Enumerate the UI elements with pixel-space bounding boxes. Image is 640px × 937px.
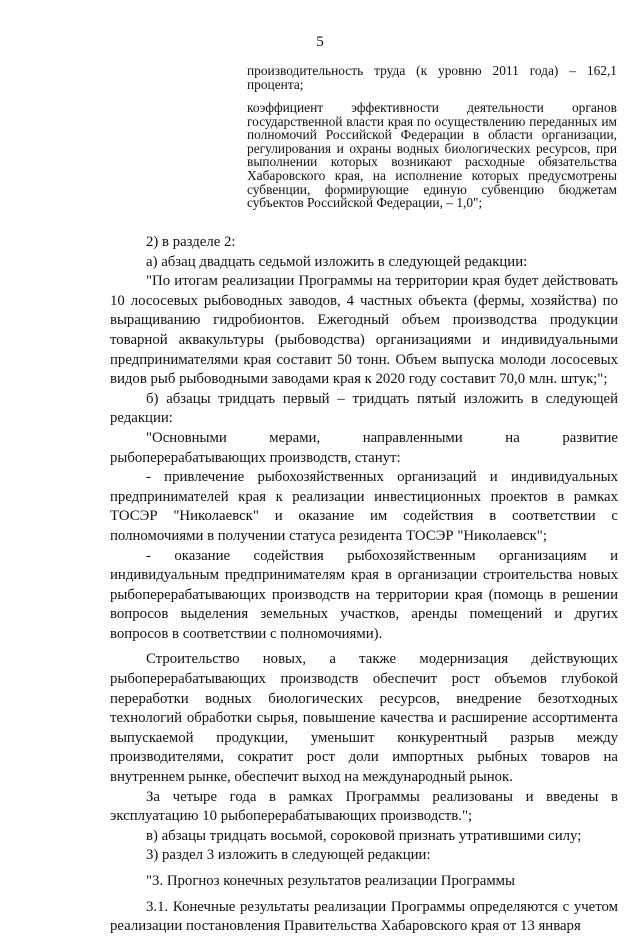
section-3-heading: "3. Прогноз конечных результатов реализации Программы [146, 873, 515, 889]
paragraph-bullet-construction-support: - оказание содействия рыбохозяйственным организациям и индивидуальным предпринимателям края в организации строительства новых рыбоперерабатывающих производств на территории края (помощь в решении вопросов выделения земельных участков, аренды помещений и других вопросов в соответствии с полномочиями). [110, 547, 618, 642]
paragraph-program-results-quote: "По итогам реализации Программы на территории края будет действовать 10 лососевых рыбоводных заводов, 4 частных объекта (фермы, хозяйства) по выращиванию гидробионтов. Ежегодный объем производства продукции товарной аквакультуры (рыбоводства) организациями и индивидуальными предпринимателями края составит 50 тонн. Объем выпуска молоди лососевых видов рыб рыбоводными заводами края к 2020 году составит 70,0 млн. штук;"; [110, 273, 618, 388]
paragraph-modernization: Строительство новых, а также модернизация действующих рыбоперерабатывающих производств обеспечит рост объемов глубокой переработки водных биологических ресурсов, внедрение безотходных технологий обработки сырья, повышение качества и расширение ассортимента выпускаемой продукции, уменьшит конкурентный разрыв между производителями, сократит рост доли импортных рыбных товаров на внутреннем рынке, обеспечит выход на международный рынок. [110, 651, 618, 786]
document-body [110, 233, 618, 937]
paragraph-four-years: За четыре года в рамках Программы реализованы и введены в эксплуатацию 10 рыбоперерабатывающих производств."; [110, 788, 618, 825]
page-number: 5 [316, 34, 324, 50]
paragraph-item-v: в) абзацы тридцать восьмой, сороковой признать утратившими силу; [146, 827, 582, 844]
paragraph-bullet-investment-projects: - привлечение рыбохозяйственных организаций и индивидуальных предпринимателей края к реализации инвестиционных проектов в рамках ТОСЭР "Николаевск" и оказание им содействия в соответствии с полномочиями в получении статуса резидента ТОСЭР "Николаевск"; [110, 469, 618, 544]
paragraph-item-b: б) абзацы тридцать первый – тридцать пятый изложить в следующей редакции: [110, 390, 618, 427]
indicator-labor-productivity: производительность труда (к уровню 2011 года) – 162,1 процента; [247, 63, 617, 92]
indicator-efficiency-coefficient: коэффициент эффективности деятельности органов государственной власти края по осуществлению переданных им полномочий Российской Федерации в области организации, регулирования и охраны водных биологических ресурсов, при выполнении которых возникают расходные обязательства Хабаровского края, на исполнение которых предусмотрены субвенции, формирующие единую субвенцию бюджетам субъектов Российской Федерации, – 1,0"; [247, 100, 617, 211]
paragraph-main-measures: "Основными мерами, направленными на развитие рыбоперерабатывающих производств, станут: [110, 429, 618, 466]
paragraph-3-1: 3.1. Конечные результаты реализации Программы определяются с учетом реализации постановления Правительства Хабаровского края от 13 января [110, 898, 618, 935]
paragraph-section-3: 3) раздел 3 изложить в следующей редакции: [146, 847, 431, 864]
paragraph-item-a: а) абзац двадцать седьмой изложить в следующей редакции: [146, 253, 528, 270]
paragraph-section-2-heading: 2) в разделе 2: [146, 234, 236, 250]
